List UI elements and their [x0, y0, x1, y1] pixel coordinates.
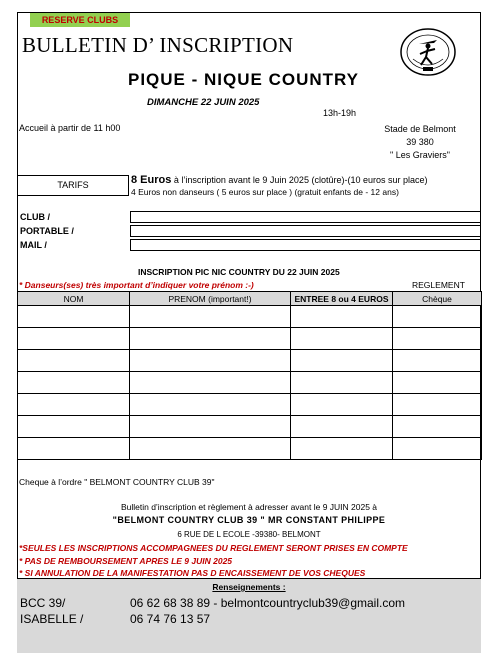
- table-row: [18, 416, 482, 438]
- mailing-instruction: Bulletin d’inscription et règlement à adresser avant le 9 JUIN 2025 à: [120, 502, 378, 512]
- table-header-row: [18, 292, 482, 306]
- club-field[interactable]: [130, 211, 481, 223]
- nom-cell[interactable]: [18, 438, 130, 460]
- prenom-cell[interactable]: [130, 306, 291, 328]
- table-row: [18, 394, 482, 416]
- contact-title: Renseignements :: [212, 582, 286, 592]
- table-row: [18, 350, 482, 372]
- table-row: [18, 328, 482, 350]
- cheque-cell[interactable]: [393, 328, 482, 350]
- mail-label: MAIL /: [20, 240, 47, 250]
- prenom-cell[interactable]: [130, 416, 291, 438]
- dancers-note: * Danseurs(ses) très important d’indiquer votre prénom :-): [19, 280, 254, 290]
- prenom-cell[interactable]: [130, 350, 291, 372]
- cheque-cell[interactable]: [393, 350, 482, 372]
- nom-cell[interactable]: [18, 416, 130, 438]
- reglement-label: REGLEMENT: [412, 280, 465, 290]
- col-prenom: PRENOM (important!): [130, 292, 291, 306]
- contact-value: 06 62 68 38 89 - belmontcountryclub39@gmail.com: [130, 596, 406, 610]
- cheque-payable-to: Cheque à l’ordre " BELMONT COUNTRY CLUB 39": [19, 477, 215, 487]
- event-name: PIQUE - NIQUE COUNTRY: [128, 70, 359, 89]
- country-dancer-logo-icon: [399, 27, 457, 77]
- entree-cell[interactable]: [291, 350, 393, 372]
- table-row: [18, 372, 482, 394]
- registration-title: INSCRIPTION PIC NIC COUNTRY DU 22 JUIN 2025: [138, 267, 340, 277]
- cheque-cell[interactable]: [393, 394, 482, 416]
- mail-field[interactable]: [130, 239, 481, 251]
- contact-name: BCC 39/: [20, 596, 66, 610]
- prenom-cell[interactable]: [130, 438, 291, 460]
- entree-cell[interactable]: [291, 416, 393, 438]
- contact-value: 06 74 76 13 57: [130, 612, 211, 626]
- entree-cell[interactable]: [291, 372, 393, 394]
- prenom-cell[interactable]: [130, 372, 291, 394]
- welcome-time: Accueil à partir de 11 h00: [19, 123, 121, 133]
- entree-cell[interactable]: [291, 394, 393, 416]
- venue-place: " Les Graviers": [390, 150, 450, 160]
- cheque-cell[interactable]: [393, 438, 482, 460]
- tarif-line-1-text: à l’inscription avant le 9 Juin 2025 (clotûre)-(10 euros sur place): [171, 175, 428, 185]
- cheque-cell[interactable]: [393, 306, 482, 328]
- nom-cell[interactable]: [18, 328, 130, 350]
- col-entree: ENTREE 8 ou 4 EUROS: [291, 292, 393, 306]
- note-cancellation: * SI ANNULATION DE LA MANIFESTATION PAS D ENCAISSEMENT DE VOS CHEQUES: [19, 568, 366, 578]
- nom-cell[interactable]: [18, 394, 130, 416]
- event-hours: 13h-19h: [323, 108, 357, 118]
- table-body: [18, 306, 482, 460]
- tarifs-label: TARIFS: [17, 175, 129, 196]
- tarif-line-1: [131, 174, 428, 186]
- prenom-cell[interactable]: [130, 394, 291, 416]
- portable-field[interactable]: [130, 225, 481, 237]
- nom-cell[interactable]: [18, 306, 130, 328]
- col-cheque: Chèque: [393, 292, 482, 306]
- event-date: DIMANCHE 22 JUIN 2025: [147, 97, 260, 108]
- entree-cell[interactable]: [291, 328, 393, 350]
- table-row: [18, 438, 482, 460]
- nom-cell[interactable]: [18, 350, 130, 372]
- contact-name: ISABELLE /: [20, 612, 84, 626]
- cheque-cell[interactable]: [393, 416, 482, 438]
- registration-table: [17, 291, 482, 460]
- table-row: [18, 306, 482, 328]
- entree-cell[interactable]: [291, 438, 393, 460]
- mailing-address: 6 RUE DE L ECOLE -39380- BELMONT: [177, 530, 321, 539]
- venue: [365, 123, 475, 162]
- portable-label: PORTABLE /: [20, 226, 74, 236]
- club-label: CLUB /: [20, 212, 50, 222]
- tarif-line-2: 4 Euros non danseurs ( 5 euros sur place ) (gratuit enfants de - 12 ans): [131, 187, 399, 197]
- prenom-cell[interactable]: [130, 328, 291, 350]
- cheque-cell[interactable]: [393, 372, 482, 394]
- venue-name: Stade de Belmont: [384, 124, 456, 134]
- col-nom: NOM: [18, 292, 130, 306]
- nom-cell[interactable]: [18, 372, 130, 394]
- entree-cell[interactable]: [291, 306, 393, 328]
- form-title: BULLETIN D’ INSCRIPTION: [22, 33, 294, 57]
- mailing-recipient: "BELMONT COUNTRY CLUB 39 " MR CONSTANT PHILIPPE: [112, 515, 386, 525]
- note-no-refund: * PAS DE REMBOURSEMENT APRES LE 9 JUIN 2025: [19, 556, 233, 566]
- reserve-clubs-badge: RESERVE CLUBS: [30, 13, 130, 27]
- tarif-price: 8 Euros: [131, 174, 172, 186]
- contact-section: [17, 578, 481, 653]
- note-payment-required: *SEULES LES INSCRIPTIONS ACCOMPAGNEES DU REGLEMENT SERONT PRISES EN COMPTE: [19, 543, 408, 553]
- venue-postcode: 39 380: [406, 137, 434, 147]
